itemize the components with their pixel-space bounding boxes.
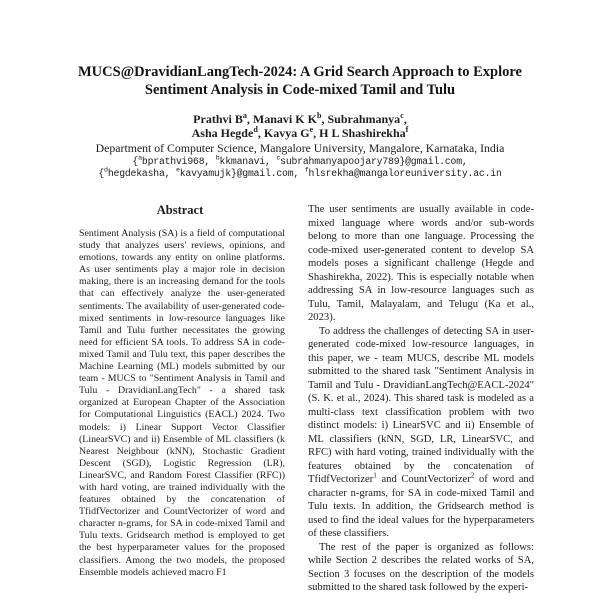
authors-line1: Prathvi $B^a$, Manavi K $K^b$, Subrahmanya$^c$, [193,111,407,126]
intro-paragraph-1: The user sentiments are usually available in code-mixed language where words and/or sub-words belong to more than one language. Processing the code-mixed user-generated content to develop SA models poses a significant challenge (Hegde and Shashirekha, 2022). This is especially notable when addressing SA in low-resource languages such as Tulu, Tamil, Malayalam, and Telugu (Ka et al., 2023). [308,204,534,323]
emails-line1: {$^a$bprathvi968, $^b$kkmanavi, $^c$subrahmanyapoojary789}@gmail.com, [132,153,468,167]
paper-title-line2: Sentiment Analysis in Code-mixed Tamil and Tulu [144,82,456,98]
paper-title-line1: MUCS@DravidianLangTech-2024: A Grid Search Approach to Explore [78,64,522,80]
email-block [0,153,600,180]
paper-title [0,63,600,99]
right-column [308,203,534,595]
author-block [0,112,600,140]
authors-line2: Asha Hegde$^d$, Kavya $G^e$, H L Shashirekha$^f$ [191,125,409,140]
abstract-heading: Abstract [156,203,204,217]
intro-paragraph-3: The rest of the paper is organized as follows: while Section 2 describes the related works of SA, Section 3 focuses on the description of the models submitted to the shared task followed by the experi- [308,541,534,593]
intro-paragraph-2: To address the challenges of detecting SA in user-generated code-mixed low-resource languages, in this paper, we - team MUCS, describe ML models submitted to the shared task "Sentiment Analysis in Tamil and Tulu - DravidianLangTech@EACL-2024" (S. K. et al., 2024). This shared task is modeled as a multi-class text classification problem with two distinct models: i) LinearSVC and ii) Ensemble of ML classifiers (kNN, SGD, LR, LinearSVC, and RFC) with hard voting, trained individually with the features obtained by the concatenation of TfidfVectorizer$^1$ and CountVectorizer$^2$ of word and character n-grams, for SA in code-mixed Tamil and Tulu texts. In addition, the Gridsearch method is used to find the ideal values for the hyperparameters of these classifiers. [308,325,535,539]
paper-header [0,0,600,180]
affiliation: Department of Computer Science, Mangalore University, Mangalore, Karnataka, India [95,141,505,155]
emails-line2: {$^d$hegdekasha, $^e$kavyamujk}@gmail.com, $^f$hlsrekha@mangaloreuniversity.ac.in [98,165,502,179]
left-column [66,203,294,595]
two-column-body [0,203,600,595]
abstract-text: Sentiment Analysis (SA) is a field of computational study that analyzes users' reviews, opinions, and emotions, towards any entity on online platforms. As user sentiments play a major role in decision making, there is an increasing demand for the tools that can effectively analyze the user-generated sentiments. The availability of user-generated code-mixed sentiments in low-resource languages like Tamil and Tulu further necessitates the growing need for efficient SA tools. To address SA in code-mixed Tamil and Tulu text, this paper describes the Machine Learning (ML) models submitted by our team - MUCS to "Sentiment Analysis in Tamil and Tulu - DravidianLangTech" - a shared task organized at European Chapter of the Association for Computational Linguistics (EACL) 2024. Two models: i) Linear Support Vector Classifier (LinearSVC) and ii) Ensemble of ML classifiers (k Nearest Neighbour (kNN), Stochastic Gradient Descent (SGD), Logistic Regression (LR), LinearSVC, and Random Forest Classifier (RFC)) with hard voting, are trained individually with the features obtained by the concatenation of TfidfVectorizer and CountVectorizer of word and character n-grams, for SA in code-mixed Tamil and Tulu texts. Gridsearch method is employed to get the best hyperparameter values for the proposed classifiers. Among the two models, the proposed Ensemble models achieved macro F1 [79,228,285,578]
